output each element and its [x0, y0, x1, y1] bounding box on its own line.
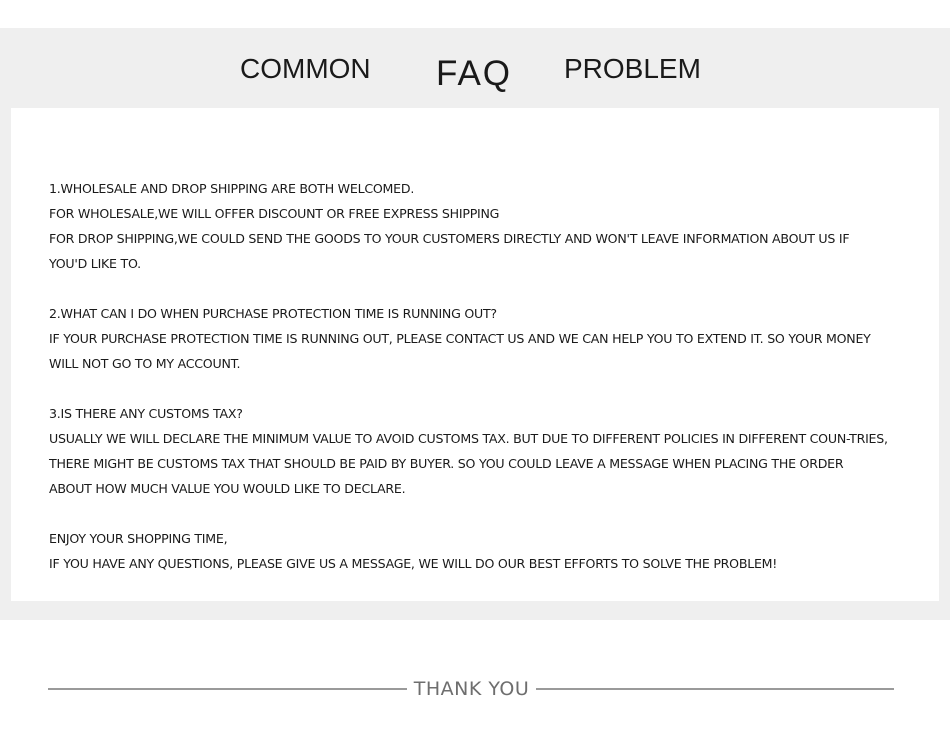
faq-q1-line1: FOR WHOLESALE,WE WILL OFFER DISCOUNT OR FREE EXPRESS SHIPPING	[49, 206, 500, 221]
faq-q2-title: 2.WHAT CAN I DO WHEN PURCHASE PROTECTION TIME IS RUNNING OUT?	[49, 306, 497, 321]
divider-line-right	[536, 688, 894, 690]
divider-line-left	[48, 688, 407, 690]
spacer	[49, 276, 889, 301]
closing-line-2: IF YOU HAVE ANY QUESTIONS, PLEASE GIVE US A MESSAGE, WE WILL DO OUR BEST EFFORTS TO SOLVE THE PROBLEM!	[49, 556, 778, 571]
faq-q3-title: 3.IS THERE ANY CUSTOMS TAX?	[49, 406, 243, 421]
header-word-common: COMMON	[240, 53, 371, 84]
faq-q1-line2: FOR DROP SHIPPING,WE COULD SEND THE GOODS TO YOUR CUSTOMERS DIRECTLY AND WON'T LEAVE INFORMATION ABOUT US IF YOU'D LIKE TO.	[49, 231, 850, 271]
thank-you-label: THANK YOU	[413, 678, 530, 700]
thank-you-divider	[0, 676, 950, 702]
faq-text-block	[49, 176, 889, 576]
header-word-problem: PROBLEM	[564, 53, 701, 84]
faq-q1-title: 1.WHOLESALE AND DROP SHIPPING ARE BOTH WELCOMED.	[49, 181, 415, 196]
header-word-faq: FAQ	[436, 54, 513, 93]
spacer	[49, 501, 889, 526]
faq-q3-answer: USUALLY WE WILL DECLARE THE MINIMUM VALUE TO AVOID CUSTOMS TAX. BUT DUE TO DIFFERENT POLICIES IN DIFFERENT COUN-TRIES, THERE MIGHT BE CUSTOMS TAX THAT SHOULD BE PAID BY BUYER. SO YOU COULD LEAVE A MESSAGE WHEN PLACING THE ORDER ABOUT HOW MUCH VALUE YOU WOULD LIKE TO DECLARE.	[49, 431, 888, 496]
spacer	[49, 376, 889, 401]
closing-line-1: ENJOY YOUR SHOPPING TIME,	[49, 531, 228, 546]
faq-q2-answer: IF YOUR PURCHASE PROTECTION TIME IS RUNNING OUT, PLEASE CONTACT US AND WE CAN HELP YOU TO EXTEND IT. SO YOUR MONEY WILL NOT GO TO MY ACCOUNT.	[49, 331, 871, 371]
